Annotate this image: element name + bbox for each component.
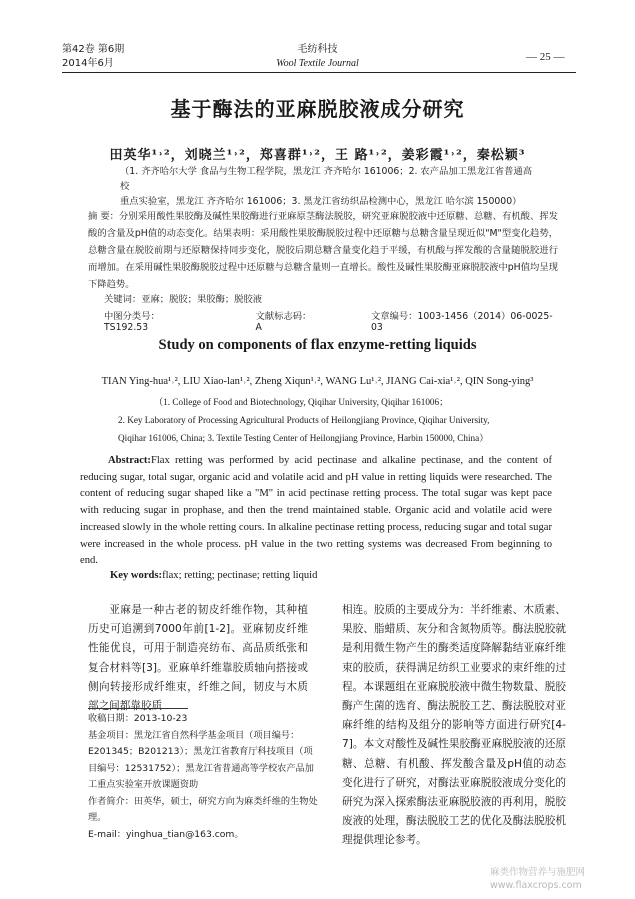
journal-name-cn: 毛纺科技 <box>297 44 338 55</box>
abstract-en <box>80 453 552 570</box>
abstract-text: Flax retting was performed by acid pectinase and alkaline pectinase, and the content of reducing sugar, total sugar, organic acid and volatile acid and pH value in retting liquids were researched. The content of reducing sugar shaped like a "M" in acid pectinase retting process. The total sugar was kept pace with reducing sugar in prophase, and then the trend maintained stable. Organic acid and volatile acid were increased slowly in the whole retting cours. In alkaline pectinase retting process, reducing sugar and total sugar were increased in the whole process. pH value in the two retting systems was decreased From beginning to end. <box>80 455 552 567</box>
received-date: 收稿日期：2013-10-23 <box>88 713 188 724</box>
date-line: 2014年6月 <box>62 58 114 69</box>
affiliation-line: Qiqihar 161006, China; 3. Textile Testing Center of Heilongjiang Province, Harbin 150000, China） <box>118 433 489 443</box>
article-title-en: Study on components of flax enzyme-retting liquids <box>158 337 477 353</box>
keywords-label: Key words: <box>110 570 163 581</box>
affiliation-line: （1. 齐齐哈尔大学 食品与生物工程学院，黑龙江 齐齐哈尔 161006；2. 农产品加工黑龙江省普通高校 <box>120 166 532 192</box>
article-number: 文章编号：1003-1456（2014）06-0025-03 <box>370 311 553 333</box>
footnote-divider <box>88 708 188 709</box>
watermark-line: 麻类作物营养与施肥网 <box>490 867 586 878</box>
journal-name-en: Wool Textile Journal <box>276 58 359 69</box>
author-bio: 作者简介：田英华，硕士，研究方向为麻类纤维的生物处理。 <box>88 795 318 823</box>
abstract-cn: 摘 要：分别采用酸性果胶酶及碱性果胶酶进行亚麻原茎酶法脱胶，研究亚麻脱胶液中还原糖、总糖、有机酸、挥发酸的含量及pH值的动态变化。结果表明：采用酸性果胶酶脱胶过程中还原糖与总糖含量呈现近似"M"型变化趋势，总糖含量在脱胶前期与还原糖保持同步变化，脱胶后期总糖含量变化趋于平缓，有机酸与挥发酸的含量随脱胶进行而增加。在采用碱性果胶酶脱胶过程中还原糖与总糖含量则一直增长。酸性及碱性果胶酶亚麻脱胶液中pH值均呈现下降趋势。 <box>88 211 558 290</box>
affiliations-cn <box>120 164 540 209</box>
affiliation-line: （1. College of Food and Biotechnology, Qiqihar University, Qiqihar 161006； <box>154 397 449 407</box>
affiliations-en <box>118 393 568 447</box>
clc-number: 中图分类号：TS192.53 <box>104 311 160 333</box>
footnote <box>88 711 320 843</box>
keywords-text: flax; retting; pectinase; retting liquid <box>162 570 318 581</box>
page-number: — 25 — <box>526 51 565 63</box>
abstract-label: Abstract: <box>108 455 151 466</box>
article-title-cn: 基于酶法的亚麻脱胶液成分研究 <box>170 97 465 121</box>
keywords-en <box>110 570 317 581</box>
header-divider <box>62 72 576 73</box>
authors-en: TIAN Ying-hua¹˒², LIU Xiao-lan¹˒², Zheng Xiqun¹˒², WANG Lu¹˒², JIANG Cai-xia¹˒², QIN Song-ying³ <box>101 376 534 387</box>
keywords-cn: 关键词：亚麻；脱胶；果胶酶；脱胶液 <box>104 294 263 305</box>
fund-info: 基金项目：黑龙江省自然科学基金项目（项目编号：E201345；B201213）；黑龙江省教育厅科技项目（项目编号：12531752）；黑龙江省普通高等学校农产品加工重点实验室开放课题资助 <box>88 729 314 790</box>
body-column-right: 相连。胶质的主要成分为：半纤维素、木质素、果胶、脂蜡质、灰分和含氮物质等。酶法脱胶就是利用微生物产生的酶类适度降解黏结亚麻纤维束的胶质，获得满足纺织工业要求的束纤维的过程。本课题组在亚麻脱胶液中微生物数量、脱胶酶产生菌的选育、酶法脱胶工艺、酶法脱胶对亚麻纤维的结构及组分的影响等方面进行研究[4-7]。本文对酸性及碱性果胶酶亚麻脱胶液的还原糖、总糖、有机酸、挥发酸含量及pH值的动态变化进行了研究，对酶法亚麻脱胶液成分变化的研究为深入探索酶法亚麻脱胶液的再利用，脱胶废液的处理，酶法脱胶工艺的优化及酶法脱胶机理提供理论参考。 <box>342 604 566 847</box>
affiliation-line: 2. Key Laboratory of Processing Agricultural Products of Heilongjiang Province, Qiqihar University, <box>118 415 490 425</box>
body-column-left: 亚麻是一种古老的韧皮纤维作物，其种植历史可追溯到7000年前[1-2]。亚麻韧皮纤维性能优良，可用于制造亮纺布、高品质纸张和复合材料等[3]。亚麻单纤维靠胶质轴向搭接或侧向转接形成纤维束，纤维之间，韧皮与木质部之间都靠胶质 <box>88 604 308 713</box>
watermark-line: www.flaxcrops.com <box>490 880 582 891</box>
watermark <box>490 866 585 892</box>
volume-line: 第42卷 第6期 <box>62 44 125 55</box>
affiliation-line: 重点实验室，黑龙江 齐齐哈尔 161006；3. 黑龙江省纺织品检测中心，黑龙江 哈尔滨 150000） <box>120 196 522 207</box>
authors-cn: 田英华¹˒²，刘晓兰¹˒²，郑喜群¹˒²，王 路¹˒²，姜彩霞¹˒²，秦松颖³ <box>109 148 526 163</box>
classification-line <box>104 308 564 333</box>
author-email: E-mail：yinghua_tian@163.com。 <box>88 828 244 840</box>
document-code: 文献标志码：A <box>255 311 312 333</box>
